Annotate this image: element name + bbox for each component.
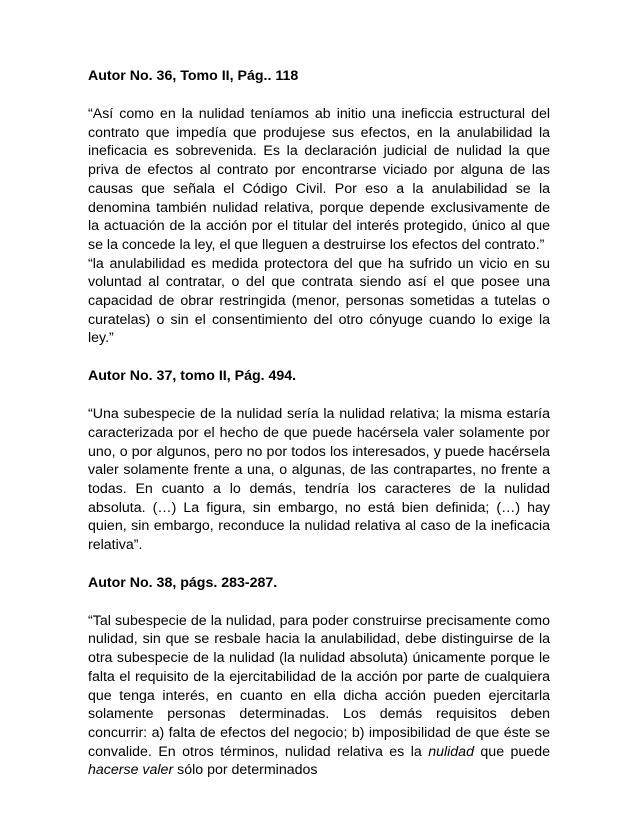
section-heading: Autor No. 38, págs. 283-287.: [88, 574, 278, 591]
text-run: que puede: [473, 743, 550, 760]
quote-paragraph: [88, 612, 550, 780]
text-run: sólo por determinados: [173, 762, 318, 779]
text-run: “Tal subespecie de la nulidad, para poder construirse precisamente como nulidad, sin que se resbale hacia la anulabilidad, debe distinguirse de la otra subespecie de la nulidad (la nulidad absoluta) únicamente porque le falta el requisito de la ejercitabilidad de la acción por parte de cualquiera que tenga interés, en cuanto en ella dicha acción pueden ejercitarla solamente personas determinadas. Los demás requisitos deben concurrir: a) falta de efectos del negocio; b) imposibilidad de que éste se convalide. En otros términos, nulidad relativa es la: [88, 612, 550, 760]
italic-run: nulidad: [428, 743, 474, 760]
quote-paragraph: “Así como en la nulidad teníamos ab initio una ineficcia estructural del contrato que impedía que produjese sus efectos, en la anulabilidad la ineficacia es sobrevenida. Es la declaración judicial de nulidad la que priva de efectos al contrato por encontrarse viciado por alguna de las causas que señala el Código Civil. Por eso a la anulabilidad se la denomina también nulidad relativa, porque depende exclusivamente de la actuación de la acción por el titular del interés protegido, único al que se la concede la ley, el que lleguen a destruirse los efectos del contrato.”: [88, 106, 550, 253]
spacer: [88, 386, 550, 405]
spacer: [88, 593, 550, 612]
section-heading: Autor No. 36, Tomo II, Pág.. 118: [88, 68, 299, 84]
document-page: [88, 67, 550, 780]
section-heading: Autor No. 37, tomo II, Pág. 494.: [88, 368, 297, 385]
italic-run: hacerse valer: [88, 762, 174, 779]
quote-paragraph: “la anulabilidad es medida protectora del que ha sufrido un vicio en su voluntad al contratar, o del que contrata siendo así el que posee una capacidad de obrar restringida (menor, personas sometidas a tutelas o curatelas) o sin el consentimiento del otro cónyuge cuando lo exige la ley.”: [88, 255, 550, 347]
spacer: [88, 86, 550, 105]
quote-paragraph: “Una subespecie de la nulidad sería la nulidad relativa; la misma estaría caracterizada por el hecho de que puede hacérsela valer solamente por uno, o por algunos, pero no por todos los interesados, y puede hacérsela valer solamente frente a una, o algunas, de las contrapartes, no frente a todas. En cuanto a lo demás, tendría los caracteres de la nulidad absoluta. (…) La figura, sin embargo, no está bien definida; (…) hay quien, sin embargo, reconduce la nulidad relativa al caso de la ineficacia relativa”.: [88, 406, 550, 554]
